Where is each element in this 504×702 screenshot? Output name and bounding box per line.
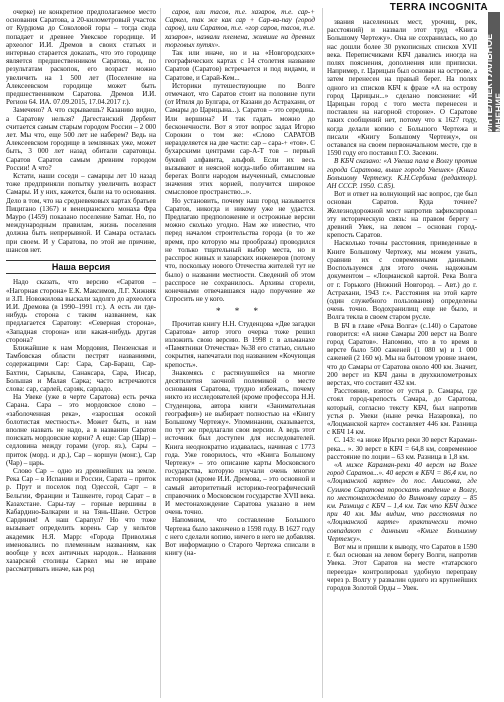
paragraph: саров, или тасов, т.е. хазаров, т.е. сар-+ Саркел, так же как сар + Сар-ва-пау (город саров), или Саратов, т.е. «гор саров, тасов, т.е. хазаров», назвали племена, жившие на древних торговых путях». <box>165 8 315 49</box>
section-heading: Наша версия <box>6 260 156 274</box>
paragraph: очерке) не конкретное предполагаемое место основания Саратова, а 20-километровый участок от Курдюма до Соколовой горы – тогда сюда попадает и древнее Увекское городище. И археолог И.И. Дремов в своих статьях и интервью старается доказать, что это городище является предшественником Саратова, и, по результатам раскопок, его возраст можно увеличить на 1 500 лет (Поселение на Алексеевском городище может быть предшественником Саратова. Дремов И.И. Регион 64. ИА. 07.09.2015, 17.04.2017 г.). <box>6 8 156 107</box>
paragraph: Слово Сар – одно из древнейших на земле. Река Сар – в Испании и России, Сарата – приток р. Прут и поселок под Одессой, Сарт – в Бельгии, Франции и Ташкенте, город Сарат – в Казахстане. Сары-тау – горные вершины в Кабардино-Балкарии и на Тянь-Шане. Остров Сардиния! А наш Сарапул? Но что тоже вызывает определить корень Сар у кельтов академик Н.Я. Марр: «Города Приволжья именовались по племенным названиям, как вообще у всех античных народов... Названия хазарской столицы Саркел мы не вправе рассматривать иначе, как род <box>6 466 156 574</box>
column-1 <box>6 8 156 574</box>
paragraph: Замечено? А что скрываешь? Казанию видно, а Саратову нельзя? Дагестанский Дербент считается самым старым городом России – 2 000 лет. Мы что, еще 500 лет не наберем? Ведь на Алексеевском городище в землянках уже, может быть, 3 000 лет назад обитали саратовцы. Саратов Саратов самым древним городом России! А что? <box>6 106 156 172</box>
paragraph: «А ниже Караман-реки 40 верст на Волге город Саратов...». 40 верст в КБЧ = 86,4 км, по «Лоцманской карте» до пос. Анисовка, где Сузиков Саратова пороскать впадение в Волгу, по местонахождению до Винновну сараху – 85 км. Разница с КБЧ – 1,4 км. Так что КБЧ даже при 40 км. Мы видим, что расстояния по «Лоцманской карте» практически точно совпадают с данными «Книге Большому Чертежу». <box>327 460 477 543</box>
paragraph: Вот и ответ на волнующий нас вопрос, где был основан Саратов. Куда точнее? Железнодорожной мост напротив зафиксировал эту историческую связь: на правом берегу – древний Увек, на левом – основан город-крепость Саратов. <box>327 190 477 240</box>
paragraph: Кстати, наши соседи – самарцы лет 10 назад тоже предприняли попытку увеличить возраст Самары. И у них, кажется, были на то основания. Дело в том, что на средневековых картах братьев Пицигано (1367) и венецианского монаха Фра Мауро (1459) показано поселение Samar. Но, по международным правилам, жизнь поселения должна быть непрерывной. И Самара осталась при своем. И у Саратова, по этой же причине, шансов нет. <box>6 172 156 254</box>
column-3 <box>327 18 477 592</box>
paragraph: Ближайшие к нам Мордовия, Пензенская и Тамбовская области пестрят названиями, содержащими Сар: Сара, Сар-Бараш, Сар-Бахтин, Сарыклы, Санаксара, Сара, Инсар, Большая и Малая Сарка; часто встречаются слова: сар, сарлей, сарзяк, сарладо. <box>6 343 156 393</box>
paragraph: Напомним, что составление Большого Чертежа было закончено в 1598 году. В 1627 году с него сделали копию, ничего в него не добавляя. Вот информацию о Старого Чертежа списали в книгу (на- <box>165 516 315 558</box>
sidebar-label: ИНТЕЛЛЕКТУАЛЬНОЕ МНЕНИЕ <box>484 33 504 132</box>
paragraph: Историки путешествующие по Волге отмечают, что Саратов стоит на половине пути (от Итиля до Булгара, от Казани до Астрахани, от Самары до Царицына...). Саратов – это середина. Или вершина? И так гадать можно до бесконечности. Вот я этот вопрос задал Игорю Сорокин о том же: «Слово САРАТОВ неразделяется на две части: сар – сара-+ «тов». С бухарскими центрами сар-А-Т тов – первый буквой алфавита, альфой. Если их весь вызывают и неясной когда-либо обитавшим на берегах Волги народом выученный, смысловые значения этих корней, получится широкое смысловое пространство...». <box>165 81 315 197</box>
column-divider <box>160 8 161 698</box>
paragraph: Знакомясь с растянувшейся на многие десятилетия заочной полемикой о месте основания Саратова, трудно избежать, почему никто из исследователей (кроме профессора Н.Н. Студенцова, автора книги «Занимательная география») не выбирает полностью на «Книгу Большому Чертежу». Упоминании, сказывается, по тут же предлагали свои версии. А ведь этот источник был доступен для исследователей. Книга неоднократно издавалась, начиная с 1773 года. Уже говорилось, что «Книга Большому Чертежу» – это описание карты Московского государства, которую изучали очень многие историки (кроме И.И. Дремова, – это основной и самый авторитетный историко-географический справочник о Московском государстве XVII века. И местонахождение Саратова указано в нем очень точно. <box>165 368 315 517</box>
paragraph: Вот мы и пришли к выводу, что Саратов в 1590 г. был основан на левом берегу Волги, напротив Увека. Этот Саратов на месте «татарского переезда» контролировал удобную переправу через р. Волгу у развалин одного из крупнейших городов Золотой Орды – Увек. <box>327 543 477 593</box>
paragraph: Так или иначе, но и на «Новгородских» географических картах с 14 столетия название Саратов (Саратов) встречается и под видами, и Саратове, и Сарай-Кем... <box>165 49 315 82</box>
paragraph: Но установить, почему наш город называется Саратов, никогда и никому уже не удастся. Предлагаю предположение и острожные версии можно сколько угодно. Нам же известно, что перед началом строительства города (в то же время, про которую мы прообразы) проводился не только тщательный выбор места, но и расспрос живых и хазарских инженеров (потому что, поскольку нового Отечества жителей тут не было) о названии местности. Сведений об этом расспросе не сохранилось. Архивы сгорели, конечными отвечавшаяся надо поручение же Спросить не у кого. <box>165 196 315 304</box>
paragraph: В БЧ в главе «Река Волга» (с.140) о Саратове говорится: «А ниже Самары 200 верст на Волге город Саратов». Напомню, что в то время в версте было 500 саженей (1 080 м) и 1 000 саженей (2 160 м). Мы на бытовом уровне знаем, что до Самары от Саратова около 400 км. Значит, 200 верст из КБЧ даны в двухкилометровых верстах, что составит 432 км. <box>327 321 477 387</box>
column-2 <box>165 8 315 557</box>
paragraph: Надо сказать, что версию «Саратов – «Нагорная сторона» Е.К. Максимов, Л.Г. Хижняк и З.П. Новожилова выскали задолго до археолога И.И. Дремова (в 1990–1991 гг.). А есть ли где-нибудь сторона с таким названием, как предлагается Саратову: «Северная сторона», «Западная сторона» или какая-нибудь другая сторона? <box>6 278 156 344</box>
paragraph: Насколько точны расстояния, приведенные в Книге Большому Чертежу, мы можем узнать, сравнив их с современными данными. Воспользуемся для этого очень надежным документом – «Лоцманской картой. Река Волга от г. Горького (Нижний Новгород. – Авт.) до г. Астрахани, 1943 г.». Расстояния на этой карте (один служебного пользования) определены очень точно. Водохранилищ еще не было, и Волга текла в своем старом русле. <box>327 239 477 322</box>
paragraph: С. 143: «а ниже Ирьгиз реки 30 верст Караман-река... ». 30 верст в КБЧ = 64,8 км, современное расстояние по лоции – 63 км. Разница в 1,8 км. <box>327 436 477 461</box>
column-divider <box>322 8 323 698</box>
section-separator: * * * <box>216 306 264 317</box>
paragraph: Прочитав книгу Н.Н. Студенцова «Две загадки Саратова» автор этого очерка тоже решил изложить свою версию. В 1998 г. в альманахе «Памятники Отечества» №38 его статью, сильно сокрытия, напечатали под названием «Кочующая крепость». <box>165 319 315 369</box>
paragraph: На Увеке (уже в черте Саратова) есть речка Сарана. Сара – это мордовское слово – «заболоченная река», «заросшая осокой болотистая местность». Может быть, и нам вполне назвать не надо, а в названии Саратов поискать мордовские корни? А еще: Сар (Шар) – седловина между горами (угор. яз.), Сары – приток (морд. и др.), Сар – коршун (монг.), Сар (Чар) – царь. <box>6 393 156 467</box>
paragraph: В КБЧ сказано: «А Увеша пала в Волгу против города Саратова, выше города Увешек» (Книга Большому Чертежу. К.Н.Сербина (редактор). АН СССР. 1950. С.85). <box>327 157 477 191</box>
section-label: TERRA INCOGNITA <box>389 2 488 13</box>
paragraph: Расстояние, взятое от устья р. Самары, где стоял город-крепость Самара, до Саратова, который, согласно тексту КБЧ, был напротив устья р. Увеки (ныне речка Назаровка), по «Лоцманской карте» составляет 446 км. Разница с КБЧ 14 км. <box>327 387 477 437</box>
paragraph: звания населенных мест, урочищ, рек, расстояний) и назвали этот труд «Книга Большому Чертежу». Она не сохранилась, но до нас дошли более 30 рукописных списков XVII века. Переписчиками КБЧ давались иногда на полях пояснения, дополнения или приписки. Например, г. Царицын был основан на острове, а затем перенесен на правый берег. На полях одного из списков КБЧ к фразе «А на острову город Царицын...» сделано пояснение: «И Царицын город с того места перенесен и поставлен на нагорной стороне». О Саратове таких сообщений нет, потому что к 1627 году, когда делали копию с Большого Чертежа и писали «Книгу Большому Чертежу», он оставался на своем первоначальном месте, где в 1590 году его поставил Г.О. Засекин. <box>327 18 477 158</box>
